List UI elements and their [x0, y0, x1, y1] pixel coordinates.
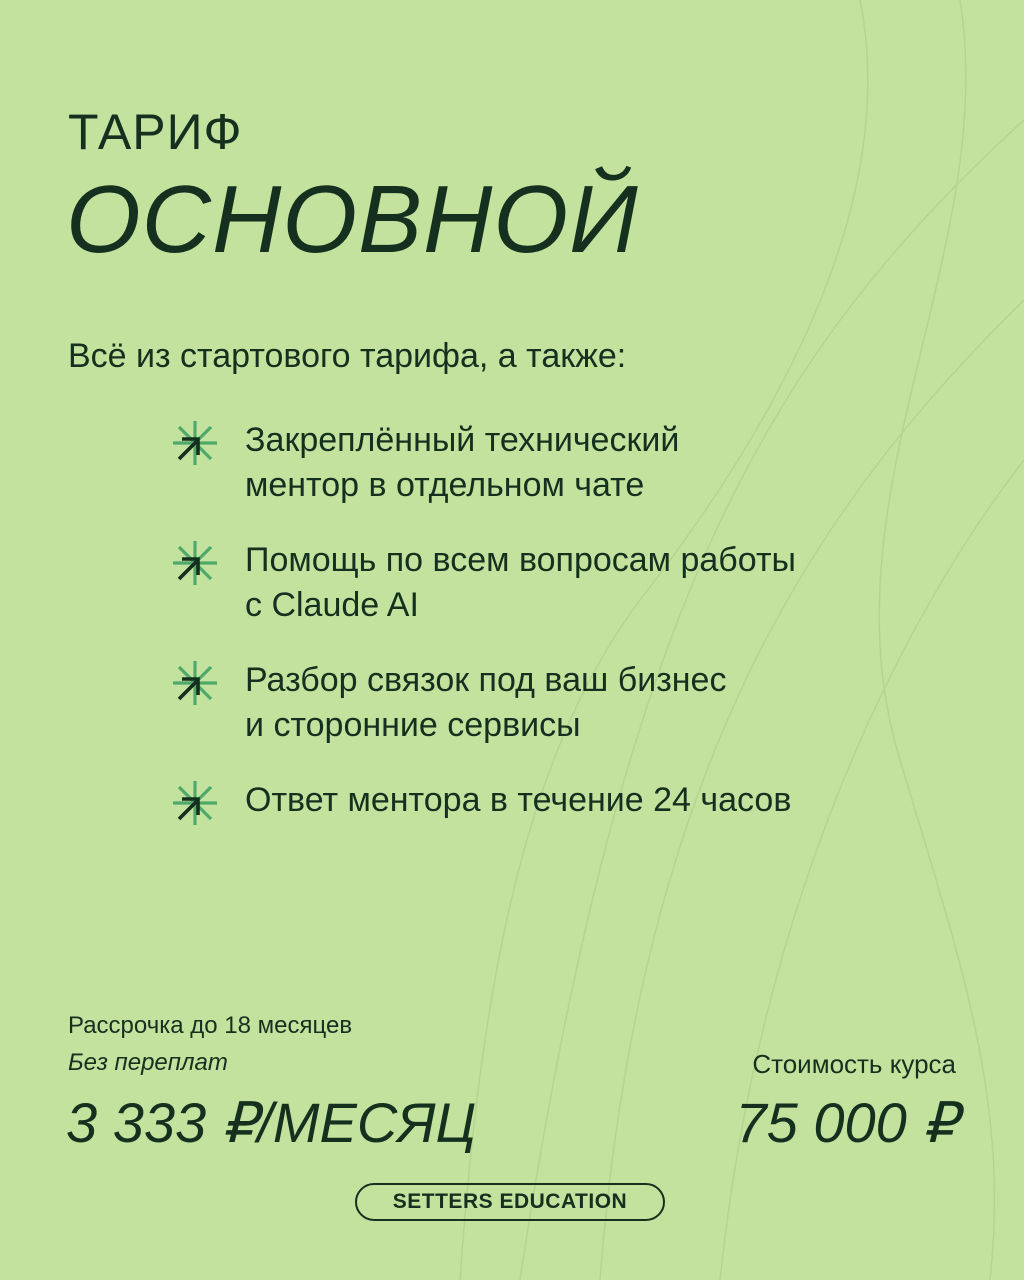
intro-text: Всё из стартового тарифа, а также:	[68, 337, 627, 375]
sparkle-arrow-icon	[170, 418, 220, 468]
sparkle-arrow-icon	[170, 658, 220, 708]
brand-badge: SETTERS EDUCATION	[355, 1183, 665, 1221]
monthly-price: 3 333 ₽/МЕСЯЦ	[66, 1091, 477, 1154]
feature-item	[170, 418, 970, 538]
sparkle-arrow-icon	[170, 778, 220, 828]
feature-text: Разбор связок под ваш бизнес и сторонние сервисы	[245, 661, 727, 744]
tariff-name: ОСНОВНОЙ	[66, 166, 639, 273]
feature-item	[170, 778, 970, 898]
feature-item	[170, 538, 970, 658]
feature-item	[170, 658, 970, 778]
feature-list	[170, 418, 970, 898]
course-price: 75 000 ₽	[735, 1091, 958, 1154]
installment-label: Рассрочка до 18 месяцев	[68, 1012, 353, 1039]
feature-text: Закреплённый технический ментор в отдельном чате	[245, 421, 680, 504]
tariff-label: ТАРИФ	[68, 104, 243, 160]
sparkle-arrow-icon	[170, 538, 220, 588]
course-price-label: Стоимость курса	[752, 1049, 956, 1079]
feature-text: Помощь по всем вопросам работы с Claude AI	[245, 541, 796, 624]
no-overpay-label: Без переплат	[68, 1049, 228, 1076]
feature-text: Ответ ментора в течение 24 часов	[245, 781, 792, 819]
